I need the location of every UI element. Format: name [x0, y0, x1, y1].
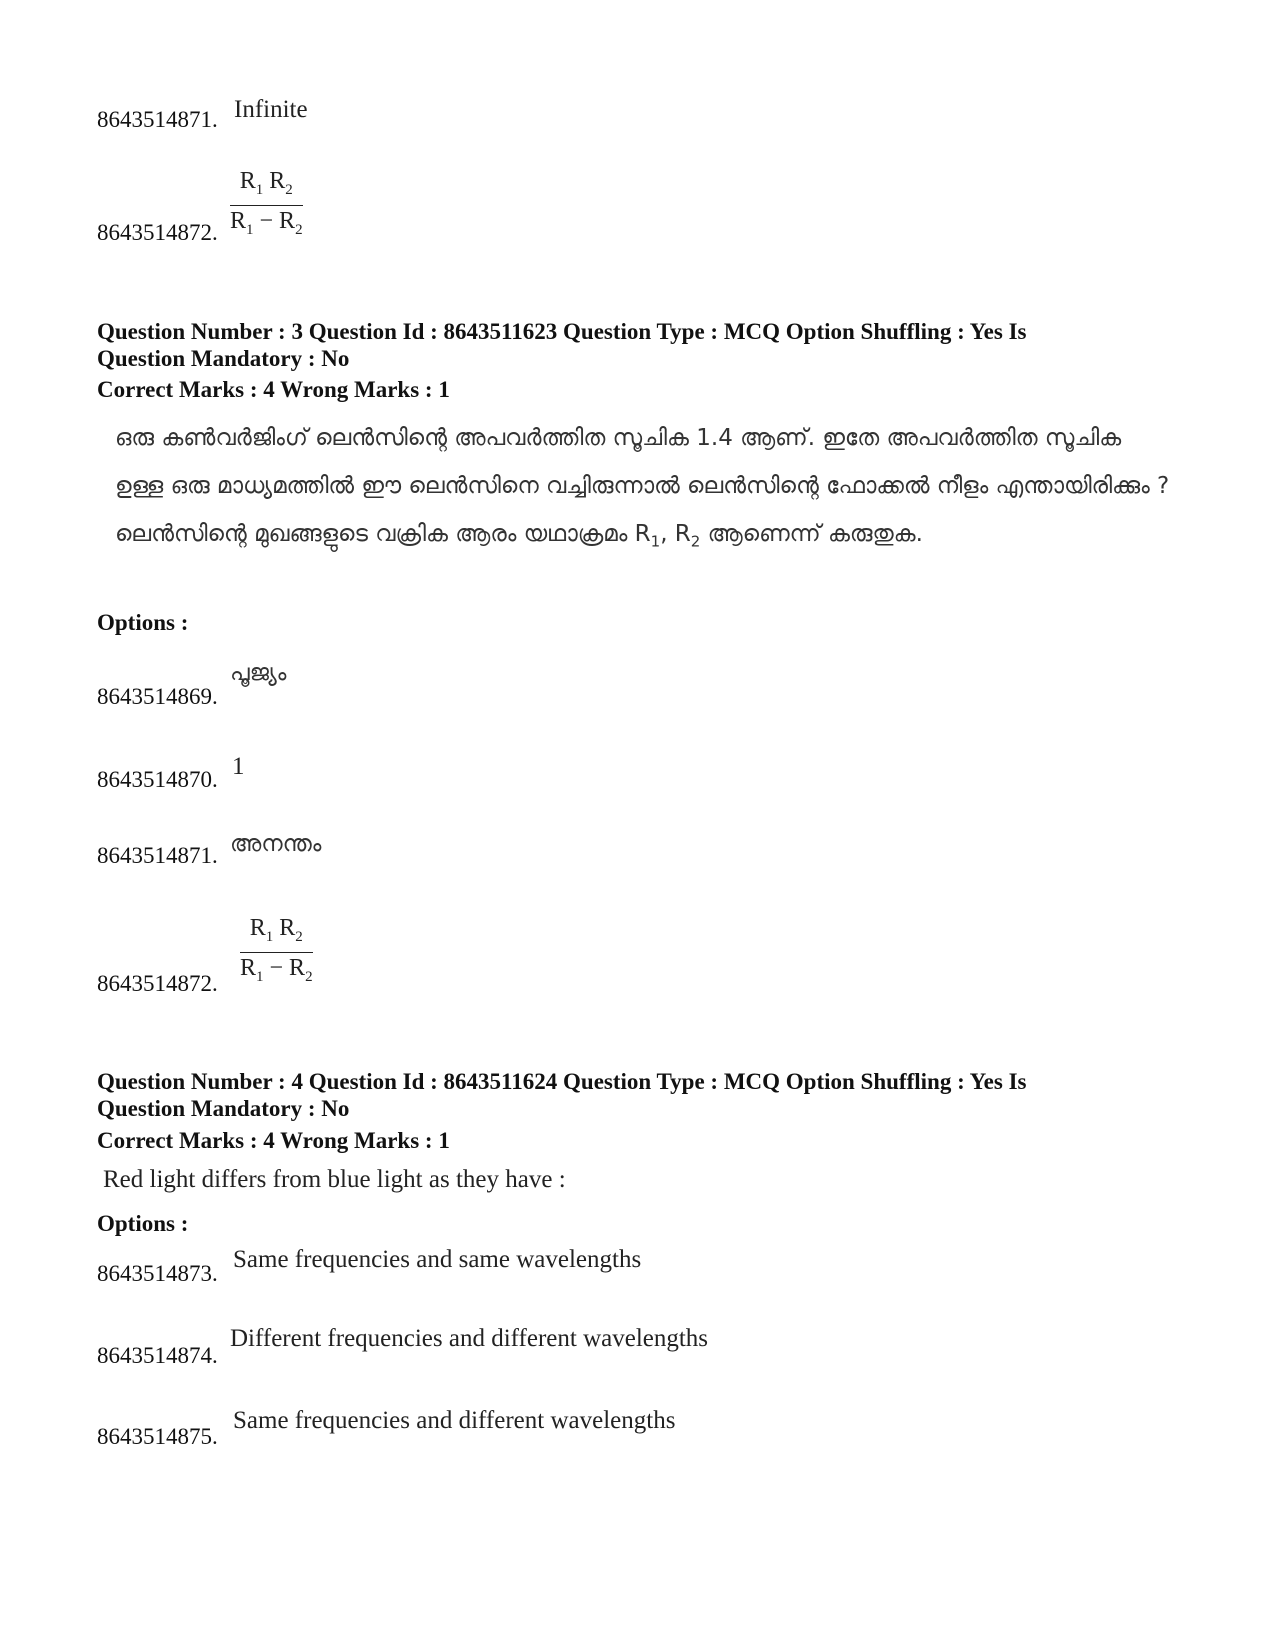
question-mandatory: Question Mandatory : No	[97, 1096, 350, 1121]
fraction-numerator: $R_1$ $R_2$	[230, 168, 303, 206]
question-meta: Question Number : 3 Question Id : 8643511623 Question Type : MCQ Option Shuffling : Yes Is	[97, 319, 1027, 344]
fraction-denominator: $R_1 - R_2$	[240, 954, 313, 985]
question-marks: Correct Marks : 4 Wrong Marks : 1	[97, 377, 450, 402]
option-id: 8643514871.	[97, 843, 218, 868]
option-text: Same frequencies and same wavelengths	[233, 1246, 642, 1273]
option-id: 8643514870.	[97, 767, 218, 792]
option-text: Different frequencies and different wavelengths	[230, 1325, 709, 1352]
option-text: അനന്തം	[230, 831, 322, 857]
option-text: Same frequencies and different wavelengths	[233, 1407, 676, 1434]
fraction-denominator: $R_1 - R_2$	[230, 207, 303, 238]
options-label: Options :	[97, 1211, 189, 1236]
option-id: 8643514873.	[97, 1261, 218, 1286]
option-text: Infinite	[234, 96, 308, 123]
question-text: Red light differs from blue light as they have :	[103, 1166, 566, 1193]
option-id: 8643514872.	[97, 971, 218, 996]
option-text: 1	[232, 753, 245, 780]
question-marks: Correct Marks : 4 Wrong Marks : 1	[97, 1128, 450, 1153]
options-label: Options :	[97, 610, 189, 635]
fraction-numerator: $R_1$ $R_2$	[240, 915, 313, 953]
question-mandatory: Question Mandatory : No	[97, 346, 350, 371]
option-id: 8643514872.	[97, 220, 218, 245]
option-id: 8643514875.	[97, 1424, 218, 1449]
question-meta: Question Number : 4 Question Id : 8643511624 Question Type : MCQ Option Shuffling : Yes Is	[97, 1069, 1027, 1094]
fraction-formula	[236, 915, 317, 990]
option-id: 8643514871.	[97, 107, 218, 132]
question-text: ഒരു കൺവർജിംഗ് ലെൻസിന്റെ അപവർത്തിത സൂചിക 1.4 ആണ്. ഇതേ അപവർത്തിത സൂചിക ഉള്ള ഒരു മാധ്യമത്തിൽ ഈ ലെൻസിനെ വച്ചിരുന്നാൽ ലെൻസിന്റെ ഫോക്കൽ നീളം എന്തായിരിക്കും ? ലെൻസിന്റെ മുഖങ്ങളുടെ വക്രിക ആരം യഥാക്രമം $R_1$, $R_2$ ആണെന്ന് കരുതുക.	[115, 425, 1170, 551]
option-id: 8643514874.	[97, 1343, 218, 1368]
fraction-formula	[226, 168, 307, 243]
option-id: 8643514869.	[97, 684, 218, 709]
option-text: പൂജ്യം	[230, 660, 287, 686]
